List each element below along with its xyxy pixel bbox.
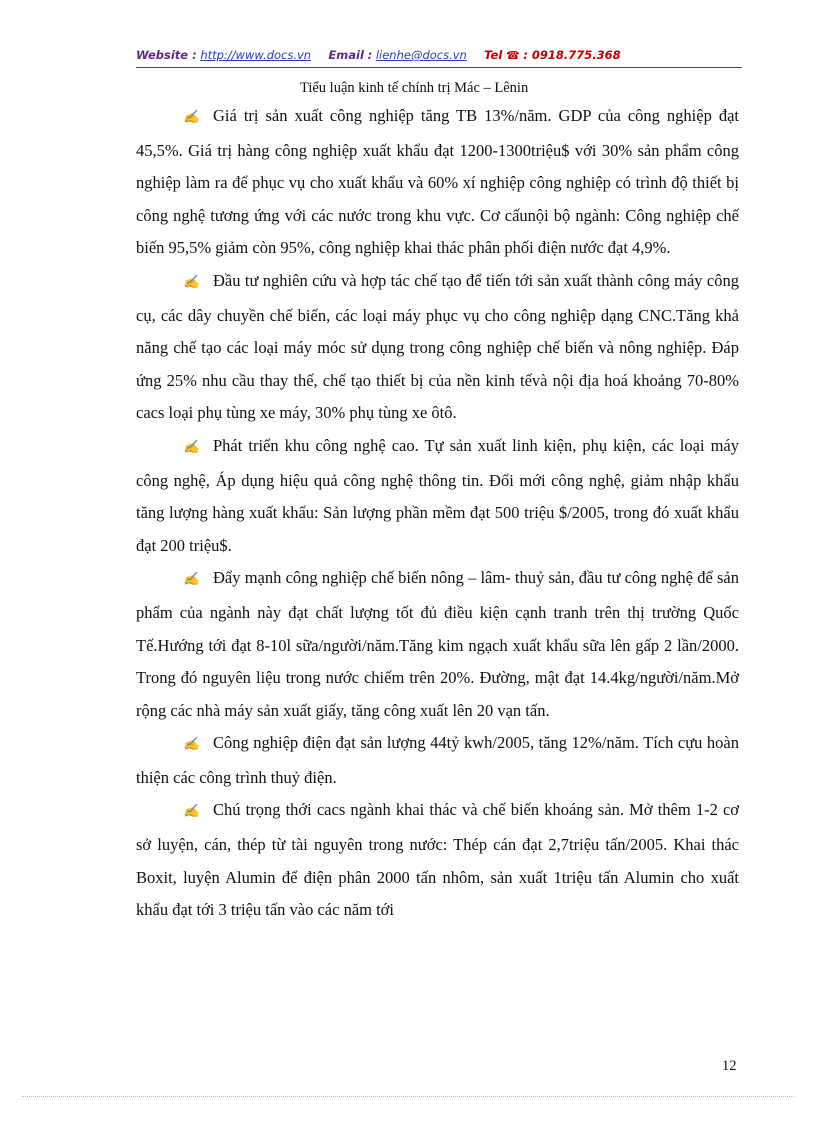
paragraph (136, 562, 739, 727)
writing-hand-icon: ✍ (183, 439, 199, 455)
paragraph (136, 430, 739, 562)
paragraph-text: Giá trị sản xuất công nghiệp tăng TB 13%/năm. GDP của công nghiệp đạt 45,5%. Giá trị hàng công nghiệp xuất khẩu đạt 1200-1300triệu$ với 30% sản phẩm công nghiệp làm ra để phục vụ cho xuất khẩu và 60% xí nghiệp công nghiệp có trình độ thiết bị công nghệ tương ứng với các nước trong khu vực. Cơ cấunội bộ ngành: Công nghiệp chế biến 95,5% giảm còn 95%, công nghiệp khai thác phân phối điện nước đạt 4,9%. (136, 106, 739, 258)
website-link[interactable]: http://www.docs.vn (200, 48, 312, 62)
email-separator: : (367, 48, 373, 62)
paragraph-text: Đầu tư nghiên cứu và hợp tác chế tạo để tiến tới sản xuất thành công máy công cụ, các dây chuyền chế biến, các loại máy phục vụ cho công nghiệp dạng CNC.Tăng khả năng chế tạo các loại máy móc sử dụng trong công nghiệp chế biến và nông nghiệp. Đáp ứng 25% nhu cầu thay thế, chế tạo thiết bị của nền kinh tếvà nội địa hoá khoảng 70-80% cacs loại phụ tùng xe máy, 30% phụ tùng xe ôtô. (136, 270, 739, 423)
writing-hand-icon: ✍ (183, 274, 199, 290)
page-number: 12 (722, 1058, 737, 1074)
paragraph-text: Chú trọng thới cacs ngành khai thác và chế biến khoáng sản. Mở thêm 1-2 cơ sở luyện, cán, thép từ tài nguyên trong nước: Thép cán đạt 2,7triệu tấn/2005. Khai thác Boxit, luyện Alumin để điện phân 2000 tấn nhôm, sản xuất 1triệu tấn Alumin cho xuất khẩu đạt tới 3 triệu tấn vào các năm tới (136, 800, 739, 920)
email-link[interactable]: lienhe@docs.vn (375, 48, 467, 62)
writing-hand-icon: ✍ (183, 572, 199, 588)
paragraph (136, 100, 739, 265)
writing-hand-icon: ✍ (183, 804, 199, 820)
paragraph (136, 794, 739, 926)
paragraph-text: Công nghiệp điện đạt sản lượng 44tỷ kwh/2005, tăng 12%/năm. Tích cựu hoàn thiện các công trình thuỷ điện. (136, 733, 739, 787)
page-bottom-border (22, 1096, 794, 1097)
header-divider (136, 67, 742, 68)
website-label: Website : (136, 48, 197, 62)
paragraph-text: Phát triển khu công nghệ cao. Tự sản xuất linh kiện, phụ kiện, các loại máy công nghệ, Áp dụng hiệu quả công nghệ thông tin. Đổi mới công nghệ, giảm nhập khẩu tăng lượng hàng xuất khẩu: Sản lượng phần mềm đạt 500 triệu $/2005, trong đó xuất khẩu đạt 200 triệu$. (136, 435, 739, 555)
tel-label: Tel (484, 48, 503, 62)
email-label: Email (328, 48, 364, 62)
header-contact (136, 48, 621, 62)
paragraph (136, 727, 739, 794)
document-body (136, 100, 739, 927)
writing-hand-icon: ✍ (183, 110, 199, 125)
tel-number: : 0918.775.368 (523, 48, 621, 62)
paragraph (136, 265, 739, 430)
running-title: Tiểu luận kinh tế chính trị Mác – Lênin (300, 80, 529, 96)
writing-hand-icon: ✍ (183, 737, 199, 753)
phone-icon: ☎ (505, 49, 520, 62)
paragraph-text: Đẩy mạnh công nghiệp chế biến nông – lâm- thuỷ sản, đầu tư công nghệ để sản phẩm của ngành này đạt chất lượng tốt đủ điều kiện cạnh tranh trên thị trường Quốc Tế.Hướng tới đạt 8-10l sữa/người/năm.Tăng kim ngạch xuất khẩu sữa lên gấp 2 lần/2000. Trong đó nguyên liệu trong nước chiếm trên 20%. Đường, mật đạt 14.4kg/người/năm.Mở rộng các nhà máy sản xuất giấy, tăng công xuất lên 20 vạn tấn. (136, 568, 739, 720)
